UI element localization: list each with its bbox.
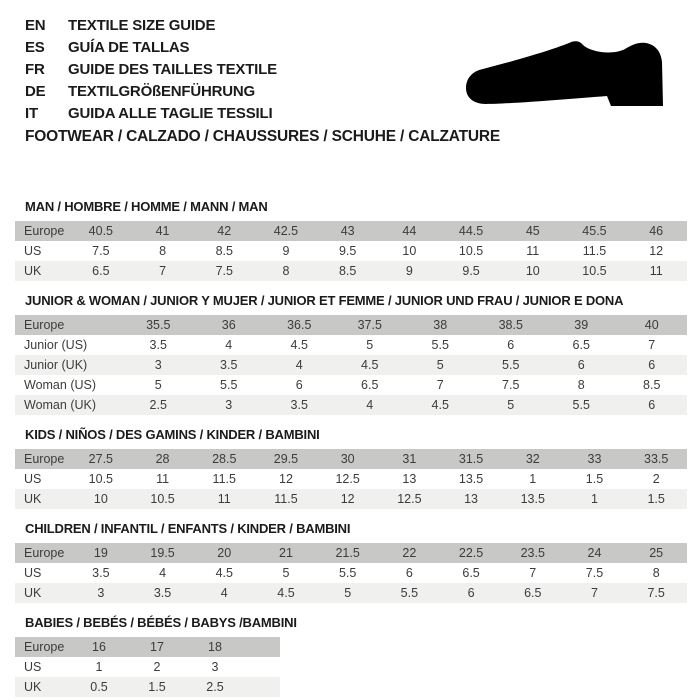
language-label: GUIDE DES TAILLES TEXTILE	[68, 60, 277, 78]
size-cell: 10.5	[88, 472, 114, 486]
size-cell: 8	[577, 378, 585, 392]
size-cell: 4.5	[361, 358, 379, 372]
language-label: TEXTILE SIZE GUIDE	[68, 16, 216, 34]
table-row	[15, 261, 687, 281]
size-cell: 36	[221, 318, 236, 332]
row-label: US	[24, 660, 42, 674]
size-cell: 6.5	[524, 586, 542, 600]
table-row	[15, 677, 280, 697]
size-cell: 12	[279, 472, 293, 486]
row-label: Europe	[24, 546, 65, 560]
size-cell: 5	[507, 398, 515, 412]
size-cell: 6	[648, 398, 656, 412]
size-cell: 38.5	[498, 318, 523, 332]
language-row	[25, 80, 277, 102]
size-cell: 28	[155, 452, 170, 466]
size-cell: 1.5	[647, 492, 665, 506]
size-cell: 5	[282, 566, 290, 580]
row-label: UK	[24, 680, 42, 694]
size-cell: 13	[402, 472, 417, 486]
size-cell: 5.5	[572, 398, 590, 412]
size-cell: 5.5	[220, 378, 238, 392]
size-cell: 6	[648, 358, 656, 372]
size-cell: 39	[574, 318, 589, 332]
size-section-kids	[0, 428, 700, 509]
size-cell: 6.5	[361, 378, 379, 392]
size-cell: 4.5	[215, 566, 233, 580]
size-cell: 4	[220, 586, 228, 600]
size-cell: 31	[402, 452, 417, 466]
language-label: TEXTILGRÖßENFÜHRUNG	[68, 82, 256, 100]
row-label: UK	[24, 492, 42, 506]
size-cell: 19	[93, 546, 108, 560]
size-cell: 10.5	[582, 264, 607, 278]
row-label: Woman (US)	[24, 378, 97, 392]
section-title: MAN / HOMBRE / HOMME / MANN / MAN	[25, 199, 268, 214]
size-cell: 8	[652, 566, 660, 580]
size-section-children	[0, 522, 700, 603]
size-cell: 3	[211, 660, 219, 674]
language-list	[25, 14, 277, 124]
size-cell: 11.5	[274, 492, 298, 506]
size-cell: 11	[217, 492, 231, 506]
size-cell: 3	[225, 398, 233, 412]
size-cell: 11	[526, 244, 540, 258]
size-cell: 10.5	[150, 492, 175, 506]
section-title: BABIES / BEBÉS / BÉBÉS / BABYS /BAMBINI	[25, 615, 297, 630]
size-cell: 20	[217, 546, 232, 560]
size-cell: 4.5	[431, 398, 449, 412]
size-tables	[0, 200, 700, 697]
size-cell: 5	[436, 358, 444, 372]
table-row	[15, 449, 687, 469]
dress-shoe-icon	[464, 38, 668, 110]
size-cell: 12	[649, 244, 664, 258]
size-cell: 10	[93, 492, 108, 506]
size-cell: 1	[95, 660, 103, 674]
section-title: JUNIOR & WOMAN / JUNIOR Y MUJER / JUNIOR ET FEMME / JUNIOR UND FRAU / JUNIOR E DONA	[25, 293, 624, 308]
size-cell: 35.5	[146, 318, 171, 332]
table-row	[15, 469, 687, 489]
size-cell: 9	[405, 264, 413, 278]
table-row	[15, 657, 280, 677]
language-label: GUÍA DE TALLAS	[68, 38, 190, 56]
size-cell: 21.5	[335, 546, 360, 560]
size-cell: 7.5	[215, 264, 233, 278]
size-cell: 22	[402, 546, 417, 560]
size-cell: 38	[433, 318, 448, 332]
size-cell: 8.5	[643, 378, 661, 392]
table-row	[15, 543, 687, 563]
size-cell: 40.5	[88, 224, 114, 238]
size-cell: 6	[577, 358, 585, 372]
row-label: US	[24, 244, 42, 258]
size-cell: 37.5	[357, 318, 382, 332]
size-table	[15, 637, 280, 697]
language-code: ES	[25, 38, 45, 56]
size-cell: 1	[591, 492, 598, 506]
size-cell: 3	[154, 358, 162, 372]
size-cell: 3.5	[220, 358, 238, 372]
language-row	[25, 102, 277, 124]
table-row	[15, 489, 687, 509]
size-cell: 12	[340, 492, 355, 506]
row-label: Europe	[24, 640, 65, 654]
size-cell: 18	[208, 640, 222, 654]
row-label: US	[24, 472, 42, 486]
size-cell: 6.5	[92, 264, 110, 278]
size-cell: 10	[402, 244, 417, 258]
row-label: Europe	[24, 224, 65, 238]
size-cell: 3.5	[290, 398, 308, 412]
size-cell: 2	[652, 472, 660, 486]
size-cell: 30	[340, 452, 355, 466]
table-row	[15, 221, 687, 241]
size-cell: 17	[150, 640, 164, 654]
size-cell: 6	[295, 378, 303, 392]
size-table	[15, 449, 687, 509]
row-label: Europe	[24, 318, 65, 332]
size-cell: 10.5	[458, 244, 484, 258]
size-cell: 11	[649, 264, 663, 278]
size-cell: 5	[344, 586, 352, 600]
size-cell: 33	[587, 452, 602, 466]
size-cell: 7	[159, 264, 167, 278]
size-cell: 1	[529, 472, 537, 486]
size-cell: 11.5	[212, 472, 236, 486]
size-cell: 0.5	[90, 680, 108, 694]
table-row	[15, 315, 687, 335]
table-row	[15, 241, 687, 261]
size-cell: 12.5	[397, 492, 422, 506]
table-row	[15, 355, 687, 375]
size-cell: 31.5	[458, 452, 484, 466]
size-cell: 7.5	[502, 378, 520, 392]
size-cell: 3	[97, 586, 105, 600]
size-cell: 5.5	[431, 338, 449, 352]
size-cell: 10	[525, 264, 540, 278]
size-cell: 7.5	[92, 244, 110, 258]
size-cell: 4.5	[277, 586, 295, 600]
table-row	[15, 637, 280, 657]
section-title: KIDS / NIÑOS / DES GAMINS / KINDER / BAMBINI	[25, 427, 320, 442]
size-cell: 27.5	[88, 452, 114, 466]
size-cell: 4	[159, 566, 167, 580]
size-cell: 24	[587, 546, 602, 560]
size-cell: 29.5	[273, 452, 299, 466]
size-section-man	[0, 200, 700, 281]
size-cell: 6.5	[572, 338, 590, 352]
size-cell: 28.5	[212, 452, 237, 466]
size-cell: 7.5	[585, 566, 604, 580]
size-section-babies	[0, 616, 700, 697]
row-label: Woman (UK)	[24, 398, 97, 412]
size-cell: 36.5	[287, 318, 312, 332]
row-label: Europe	[24, 452, 65, 466]
language-row	[25, 58, 277, 80]
size-cell: 13	[464, 492, 479, 506]
size-cell: 32	[525, 452, 540, 466]
size-cell: 11	[156, 472, 170, 486]
size-cell: 45.5	[582, 224, 607, 238]
row-label: UK	[24, 264, 42, 278]
language-row	[25, 14, 277, 36]
row-label: US	[24, 566, 42, 580]
table-row	[15, 583, 687, 603]
size-cell: 5	[366, 338, 374, 352]
size-cell: 7	[436, 378, 444, 392]
size-cell: 9.5	[338, 244, 357, 258]
size-cell: 33.5	[644, 452, 669, 466]
size-cell: 13.5	[520, 492, 545, 506]
size-cell: 1.5	[148, 680, 166, 694]
size-cell: 2.5	[206, 680, 224, 694]
row-label: Junior (UK)	[24, 358, 88, 372]
table-row	[15, 563, 687, 583]
size-cell: 25	[649, 546, 664, 560]
size-cell: 9	[282, 244, 290, 258]
size-table	[15, 315, 687, 415]
size-cell: 6	[405, 566, 413, 580]
size-section-junior-woman	[0, 294, 700, 415]
size-table	[15, 221, 687, 281]
size-cell: 4	[295, 358, 303, 372]
table-row	[15, 335, 687, 355]
size-cell: 40	[644, 318, 659, 332]
size-cell: 13.5	[458, 472, 484, 486]
size-cell: 5	[154, 378, 162, 392]
size-cell: 43	[340, 224, 355, 238]
size-cell: 8.5	[338, 264, 357, 278]
size-cell: 44	[402, 224, 417, 238]
size-cell: 3.5	[92, 566, 110, 580]
size-cell: 7	[529, 566, 537, 580]
size-cell: 45	[525, 224, 540, 238]
size-cell: 23.5	[520, 546, 545, 560]
size-cell: 4	[366, 398, 374, 412]
size-cell: 6	[507, 338, 515, 352]
size-cell: 4	[225, 338, 233, 352]
size-cell: 19.5	[150, 546, 175, 560]
size-table	[15, 543, 687, 603]
language-code: FR	[25, 60, 45, 78]
size-cell: 41	[155, 224, 170, 238]
size-cell: 42	[217, 224, 232, 238]
size-cell: 6	[467, 586, 475, 600]
size-cell: 8	[282, 264, 290, 278]
language-code: EN	[25, 16, 46, 34]
table-row	[15, 375, 687, 395]
size-cell: 16	[92, 640, 106, 654]
size-cell: 42.5	[273, 224, 299, 238]
size-cell: 22.5	[458, 546, 484, 560]
size-cell: 5.5	[400, 586, 419, 600]
size-cell: 5.5	[502, 358, 520, 372]
section-title: CHILDREN / INFANTIL / ENFANTS / KINDER / BAMBINI	[25, 521, 351, 536]
row-label: Junior (US)	[24, 338, 88, 352]
table-row	[15, 395, 687, 415]
size-cell: 12.5	[335, 472, 360, 486]
size-cell: 3.5	[149, 338, 167, 352]
size-cell: 11.5	[582, 244, 607, 258]
size-cell: 7	[591, 586, 598, 600]
category-line: FOOTWEAR / CALZADO / CHAUSSURES / SCHUHE / CALZATURE	[25, 128, 500, 145]
size-cell: 1.5	[585, 472, 604, 486]
language-row	[25, 36, 277, 58]
size-cell: 6.5	[462, 566, 480, 580]
language-label: GUIDA ALLE TAGLIE TESSILI	[68, 104, 273, 122]
size-cell: 5.5	[338, 566, 357, 580]
size-cell: 3.5	[153, 586, 172, 600]
language-code: IT	[25, 104, 38, 122]
size-cell: 7.5	[647, 586, 665, 600]
size-cell: 21	[279, 546, 293, 560]
size-cell: 7	[648, 338, 656, 352]
size-cell: 2	[153, 660, 161, 674]
size-cell: 8	[159, 244, 167, 258]
size-cell: 46	[649, 224, 664, 238]
size-cell: 9.5	[462, 264, 480, 278]
size-cell: 8.5	[215, 244, 233, 258]
language-code: DE	[25, 82, 46, 100]
size-cell: 44.5	[458, 224, 484, 238]
size-cell: 4.5	[290, 338, 308, 352]
row-label: UK	[24, 586, 42, 600]
size-cell: 2.5	[149, 398, 167, 412]
